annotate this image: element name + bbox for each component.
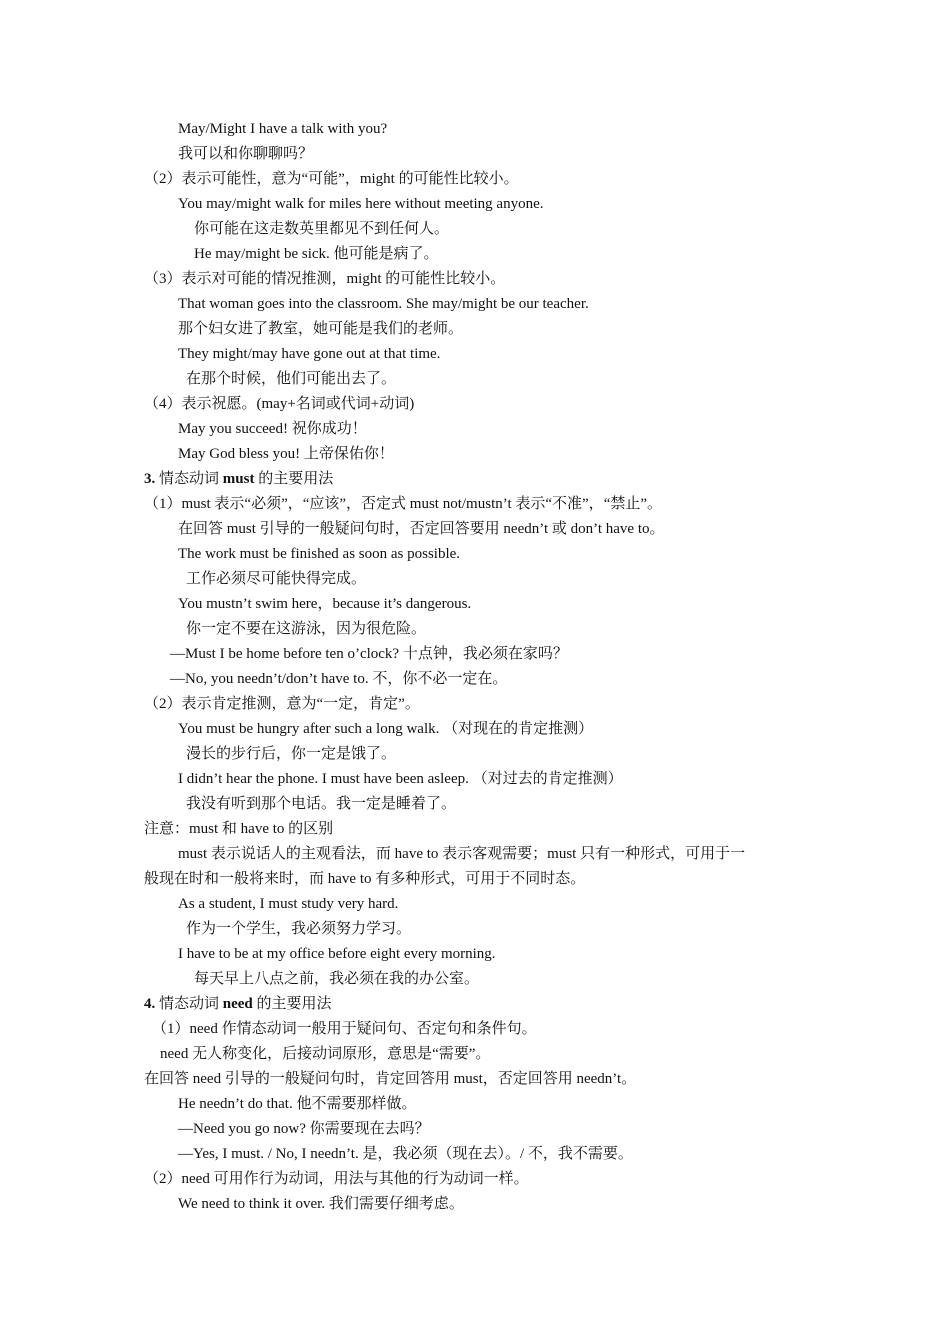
note-heading: 注意：must 和 have to 的区别	[144, 821, 334, 837]
example-sentence: They might/may have gone out at that time.	[178, 346, 441, 362]
subsection-heading: （2）表示可能性，意为“可能”，might 的可能性比较小。	[144, 171, 519, 187]
translation-line: 在那个时候，他们可能出去了。	[186, 371, 397, 387]
subsection-heading: （1）must 表示“必须”，“应该”，否定式 must not/mustn’t 表示“不准”，“禁止”。	[144, 496, 663, 512]
translation-line: 你可能在这走数英里都见不到任何人。	[194, 221, 450, 237]
section-number: 3.	[144, 471, 156, 487]
dialogue-line: —Yes, I must. / No, I needn’t. 是，我必须（现在去）。/ 不，我不需要。	[178, 1146, 633, 1162]
subsection-heading: （3）表示对可能的情况推测，might 的可能性比较小。	[144, 271, 506, 287]
explanation-line: 在回答 need 引导的一般疑问句时，肯定回答用 must，否定回答用 needn’t。	[144, 1071, 637, 1087]
dialogue-line: —Need you go now? 你需要现在去吗？	[178, 1121, 430, 1137]
example-sentence: May you succeed! 祝你成功！	[178, 421, 367, 437]
keyword-must: must	[222, 471, 255, 487]
section-heading-must: 3. 情态动词 must 的主要用法	[144, 471, 334, 487]
translation-line: 你一定不要在这游泳，因为很危险。	[186, 621, 427, 637]
translation-line: 那个妇女进了教室，她可能是我们的老师。	[178, 321, 464, 337]
example-sentence: May God bless you! 上帝保佑你！	[178, 446, 394, 462]
example-sentence: He may/might be sick. 他可能是病了。	[194, 246, 439, 262]
example-sentence: I didn’t hear the phone. I must have been asleep. （对过去的肯定推测）	[178, 771, 623, 787]
translation-line: 我没有听到那个电话。我一定是睡着了。	[186, 796, 457, 812]
translation-line: 每天早上八点之前，我必须在我的办公室。	[194, 971, 480, 987]
example-sentence: The work must be finished as soon as possible.	[178, 546, 461, 562]
example-sentence: May/Might I have a talk with you?	[178, 121, 388, 137]
subsection-heading: （2）表示肯定推测，意为“一定，肯定”。	[144, 696, 420, 712]
translation-line: 工作必须尽可能快得完成。	[186, 571, 367, 587]
explanation-line: 在回答 must 引导的一般疑问句时，否定回答要用 needn’t 或 don’t have to。	[178, 521, 665, 537]
subsection-heading: （2）need 可用作行为动词，用法与其他的行为动词一样。	[144, 1171, 529, 1187]
explanation-line: need 无人称变化，后接动词原形，意思是“需要”。	[160, 1046, 491, 1062]
example-sentence: You mustn’t swim here，because it’s dangerous.	[178, 596, 472, 612]
subsection-heading: （1）need 作情态动词一般用于疑问句、否定句和条件句。	[152, 1021, 537, 1037]
example-sentence: I have to be at my office before eight every morning.	[178, 946, 496, 962]
paragraph-line: 般现在时和一般将来时，而 have to 有多种形式，可用于不同时态。	[144, 871, 586, 887]
example-sentence: That woman goes into the classroom. She may/might be our teacher.	[178, 296, 589, 312]
dialogue-line: —No, you needn’t/don’t have to. 不，你不必一定在。	[170, 671, 508, 687]
example-sentence: We need to think it over. 我们需要仔细考虑。	[178, 1196, 464, 1212]
subsection-heading: （4）表示祝愿。(may+名词或代词+动词)	[144, 396, 415, 412]
translation-line: 作为一个学生，我必须努力学习。	[186, 921, 412, 937]
paragraph-line: must 表示说话人的主观看法，而 have to 表示客观需要；must 只有一种形式，可用于一	[178, 846, 746, 862]
translation-line: 漫长的步行后，你一定是饿了。	[186, 746, 397, 762]
example-sentence: You must be hungry after such a long walk. （对现在的肯定推测）	[178, 721, 594, 737]
section-number: 4.	[144, 996, 156, 1012]
translation-line: 我可以和你聊聊吗？	[178, 146, 314, 162]
dialogue-line: —Must I be home before ten o’clock? 十点钟，我必须在家吗？	[170, 646, 568, 662]
keyword-need: need	[222, 996, 253, 1012]
example-sentence: He needn’t do that. 他不需要那样做。	[178, 1096, 417, 1112]
example-sentence: You may/might walk for miles here without meeting anyone.	[178, 196, 544, 212]
example-sentence: As a student, I must study very hard.	[178, 896, 399, 912]
section-heading-need: 4. 情态动词 need 的主要用法	[144, 996, 332, 1012]
